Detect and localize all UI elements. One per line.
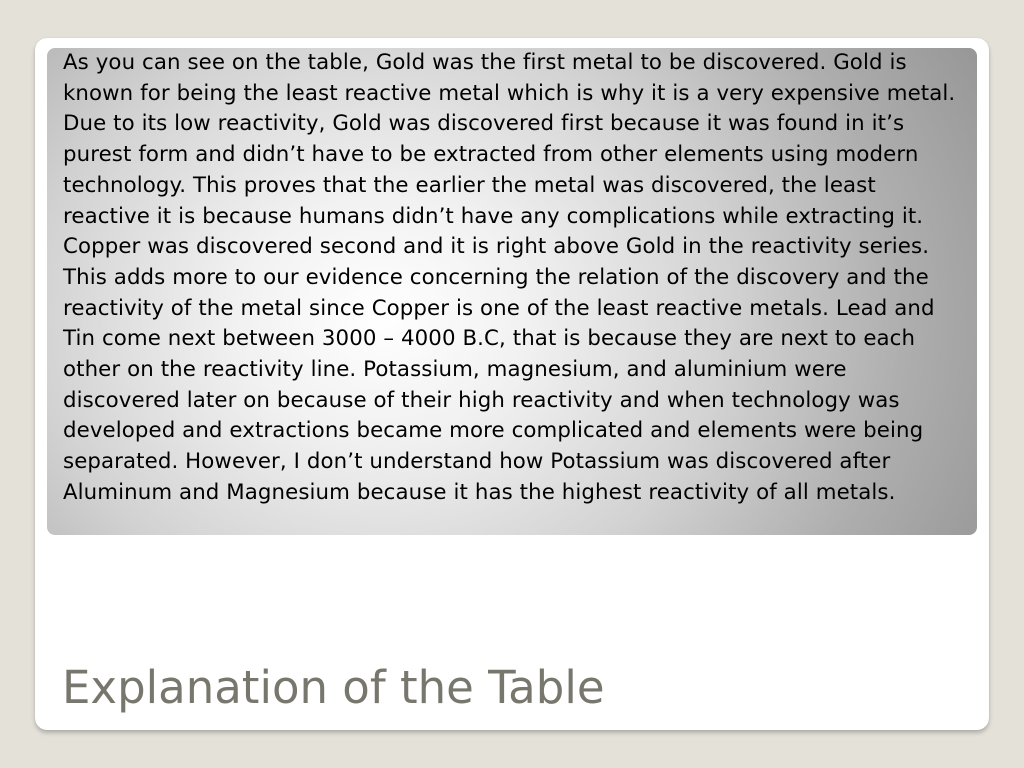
slide-body-text: As you can see on the table, Gold was the first metal to be discovered. Gold is known for being the least reactive metal which is why it is a very expensive metal. Due to its low reactivity, Gold was discovered first because it was found in it’s purest form and didn’t have to be extracted from other elements using modern technology. This proves that the earlier the metal was discovered, the least reactive it is because humans didn’t have any complications while extracting it. Copper was discovered second and it is right above Gold in the reactivity series. This adds more to our evidence concerning the relation of the discovery and the reactivity of the metal since Copper is one of the least reactive metals. Lead and Tin come next between 3000 – 4000 B.C, that is because they are next to each other on the reactivity line. Potassium, magnesium, and aluminium were discovered later on because of their high reactivity and when technology was developed and extractions became more complicated and elements were being separated. However, I don’t understand how Potassium was discovered after Aluminum and Magnesium because it has the highest reactivity of all metals.	[63, 50, 956, 505]
slide-title: Explanation of the Table	[62, 661, 605, 714]
